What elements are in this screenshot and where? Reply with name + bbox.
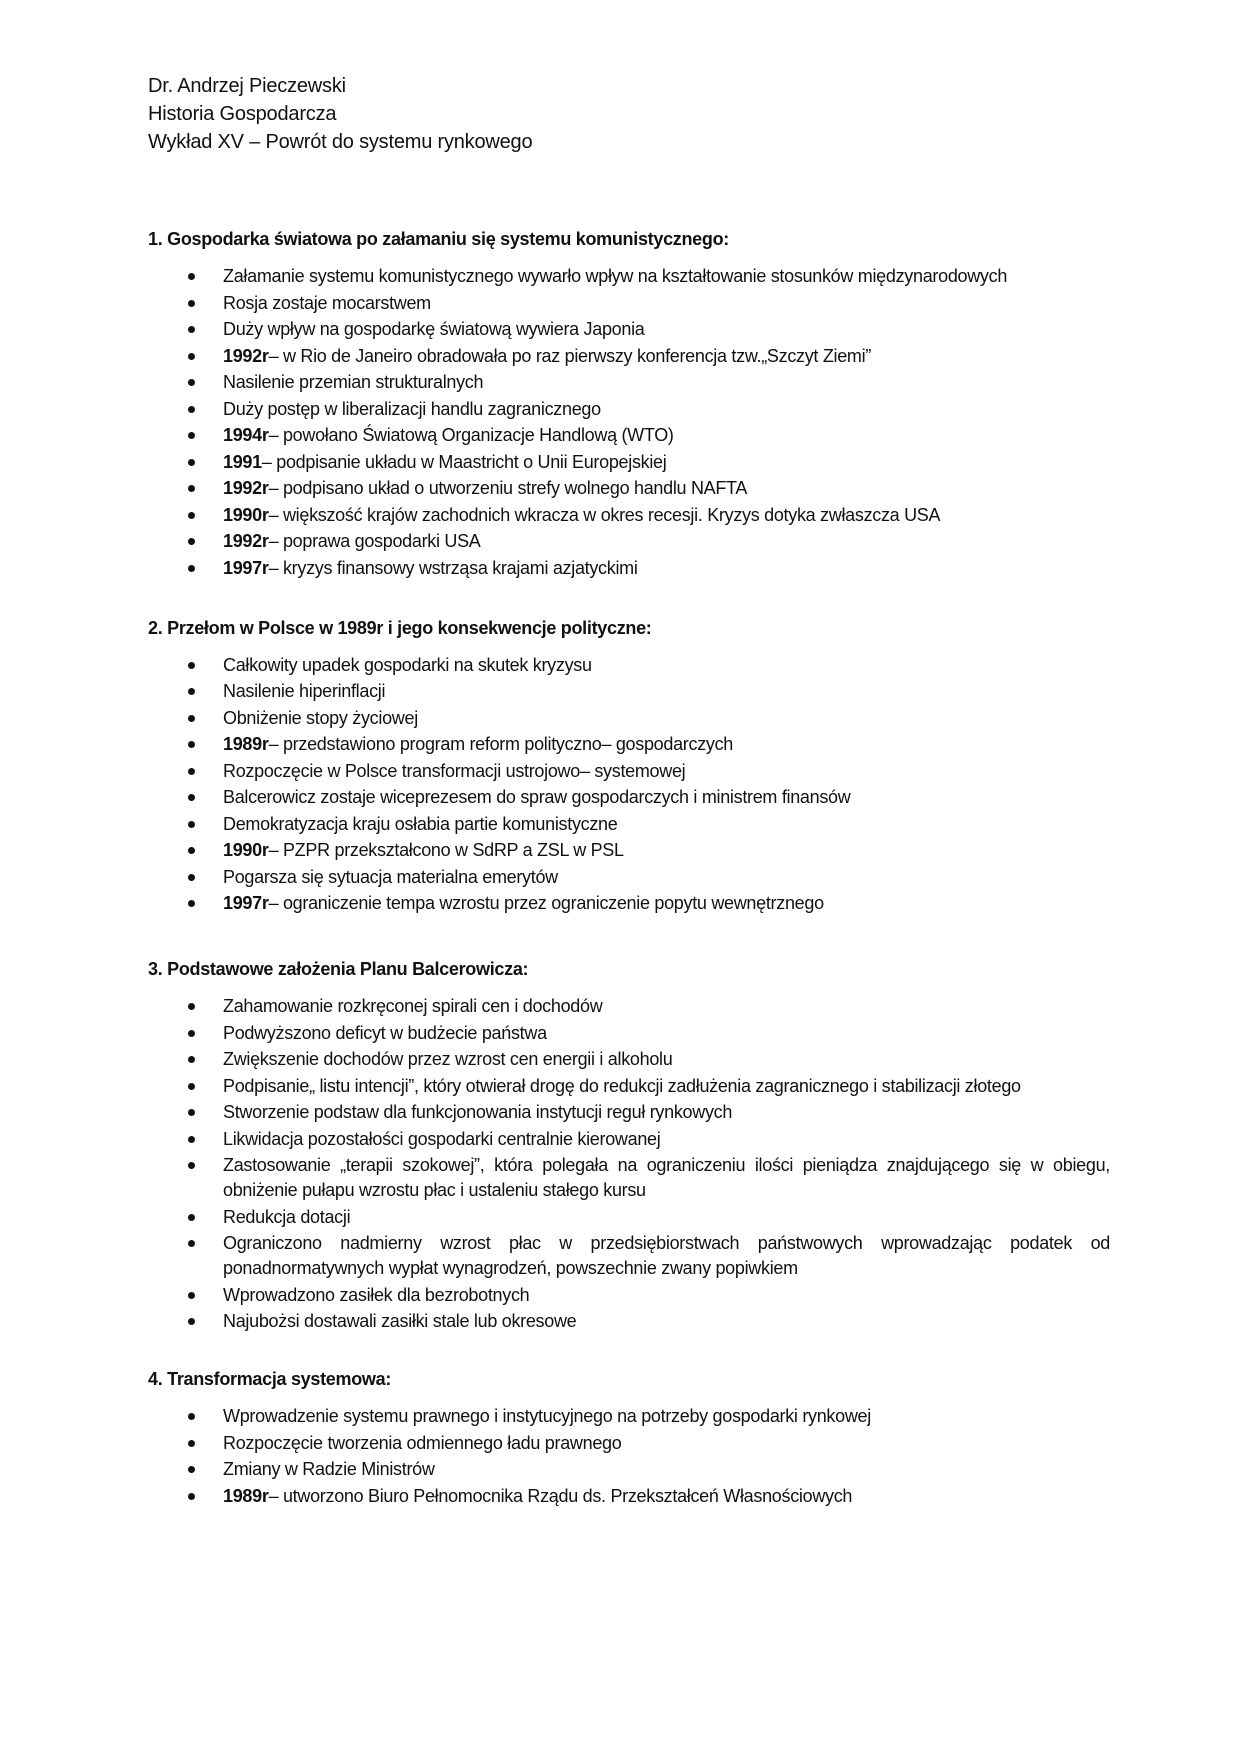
list-item xyxy=(148,865,1110,890)
bullet-icon xyxy=(188,1292,195,1299)
list-item xyxy=(148,891,1110,916)
item-text: Nasilenie przemian strukturalnych xyxy=(223,372,484,392)
bullet-icon xyxy=(188,565,195,572)
bullet-icon xyxy=(188,1136,195,1143)
bullet-icon xyxy=(188,1162,195,1169)
section-4 xyxy=(148,1366,1110,1509)
bullet-icon xyxy=(188,459,195,466)
list-item xyxy=(148,838,1110,863)
bullet-icon xyxy=(188,874,195,881)
item-year: 1989r xyxy=(223,734,269,754)
item-text: Demokratyzacja kraju osłabia partie komunistyczne xyxy=(223,813,618,834)
bullet-icon xyxy=(188,768,195,775)
bullet-icon xyxy=(188,326,195,333)
section-title: 3. Podstawowe założenia Planu Balcerowicza: xyxy=(148,959,529,979)
bullet-icon xyxy=(188,1413,195,1420)
list-item xyxy=(148,317,1110,342)
item-text: Wprowadzono zasiłek dla bezrobotnych xyxy=(223,1284,530,1305)
bullet-icon xyxy=(188,300,195,307)
item-text: – powołano Światową Organizacje Handlową (WTO) xyxy=(268,425,674,445)
bullet-icon xyxy=(188,1030,195,1037)
bullet-icon xyxy=(188,794,195,801)
lecture-title: Wykład XV – Powrót do systemu rynkowego xyxy=(148,131,533,153)
list-item xyxy=(148,1021,1110,1046)
list-item xyxy=(148,1153,1110,1203)
item-text: Rozpoczęcie tworzenia odmiennego ładu prawnego xyxy=(223,1432,622,1453)
bullet-icon xyxy=(188,900,195,907)
section-2 xyxy=(148,615,1110,917)
section-1 xyxy=(148,226,1110,581)
list-item xyxy=(148,397,1110,422)
item-text: Zahamowanie rozkręconej spirali cen i dochodów xyxy=(223,996,603,1016)
bullet-icon xyxy=(188,715,195,722)
item-text: Duży postęp w liberalizacji handlu zagranicznego xyxy=(223,398,601,419)
item-text: Zmiany w Radzie Ministrów xyxy=(223,1459,435,1479)
list-item xyxy=(148,556,1110,581)
item-text: Całkowity upadek gospodarki na skutek kryzysu xyxy=(223,654,592,675)
list-item xyxy=(148,812,1110,837)
item-text: Pogarsza się sytuacja materialna emerytów xyxy=(223,866,558,887)
list-item xyxy=(148,1309,1110,1334)
bullet-icon xyxy=(188,273,195,280)
item-text: Załamanie systemu komunistycznego wywarło wpływ na kształtowanie stosunków międzynarodowych xyxy=(223,266,1008,286)
bullet-icon xyxy=(188,1109,195,1116)
bullet-icon xyxy=(188,1083,195,1090)
list-item xyxy=(148,264,1110,289)
bullet-list xyxy=(148,264,1110,581)
item-text: – utworzono Biuro Pełnomocnika Rządu ds. Przekształceń Własnościowych xyxy=(268,1485,853,1506)
item-year: 1992r xyxy=(223,531,269,551)
document-body xyxy=(148,226,1110,1509)
bullet-icon xyxy=(188,1318,195,1325)
list-item xyxy=(148,759,1110,784)
author-name: Dr. Andrzej Pieczewski xyxy=(148,75,346,97)
item-text: Stworzenie podstaw dla funkcjonowania instytucji reguł rynkowych xyxy=(223,1102,733,1122)
list-item xyxy=(148,1127,1110,1152)
item-text: – w Rio de Janeiro obradowała po raz pierwszy konferencja tzw.„Szczyt Ziemi” xyxy=(268,345,872,366)
section-3 xyxy=(148,956,1110,1334)
list-item xyxy=(148,370,1110,395)
item-year: 1989r xyxy=(223,1485,269,1506)
item-year: 1991 xyxy=(223,451,262,472)
list-item xyxy=(148,344,1110,369)
item-text: Rozpoczęcie w Polsce transformacji ustrojowo– systemowej xyxy=(223,760,686,781)
bullet-icon xyxy=(188,512,195,519)
item-text: Rosja zostaje mocarstwem xyxy=(223,292,431,313)
item-text: – PZPR przekształcono w SdRP a ZSL w PSL xyxy=(268,840,624,860)
item-year: 1997r xyxy=(223,893,269,913)
item-text: Wprowadzenie systemu prawnego i instytucyjnego na potrzeby gospodarki rynkowej xyxy=(223,1406,871,1426)
item-year: 1990r xyxy=(223,504,269,525)
bullet-icon xyxy=(188,1466,195,1473)
item-text: Zastosowanie „terapii szokowej”, która polegała na ograniczeniu ilości pieniądza znajdującego się w obiegu, obniżenie pułapu wzrostu płac i ustaleniu stałego kursu xyxy=(223,1155,1110,1200)
list-item xyxy=(148,653,1110,678)
list-item xyxy=(148,503,1110,528)
bullet-icon xyxy=(188,741,195,748)
bullet-icon xyxy=(188,1056,195,1063)
item-text: Balcerowicz zostaje wiceprezesem do spraw gospodarczych i ministrem finansów xyxy=(223,787,851,807)
item-text: – kryzys finansowy wstrząsa krajami azjatyckimi xyxy=(268,557,638,578)
list-item xyxy=(148,1283,1110,1308)
list-item xyxy=(148,1074,1110,1099)
section-title: 1. Gospodarka światowa po załamaniu się systemu komunistycznego: xyxy=(148,229,729,249)
bullet-icon xyxy=(188,406,195,413)
list-item xyxy=(148,423,1110,448)
list-item xyxy=(148,1457,1110,1482)
item-text: Ograniczono nadmierny wzrost płac w przedsiębiorstwach państwowych wprowadzając podatek od ponadnormatywnych wypłat wynagrodzeń, powszechnie zwany popiwkiem xyxy=(223,1233,1110,1278)
bullet-icon xyxy=(188,1003,195,1010)
bullet-icon xyxy=(188,847,195,854)
list-item xyxy=(148,291,1110,316)
bullet-list xyxy=(148,1404,1110,1509)
bullet-icon xyxy=(188,1214,195,1221)
document-header xyxy=(148,72,1110,156)
list-item xyxy=(148,706,1110,731)
item-text: Obniżenie stopy życiowej xyxy=(223,707,418,728)
bullet-icon xyxy=(188,379,195,386)
list-item xyxy=(148,732,1110,757)
list-item xyxy=(148,1404,1110,1429)
item-text: – ograniczenie tempa wzrostu przez ograniczenie popytu wewnętrznego xyxy=(268,893,824,913)
bullet-icon xyxy=(188,1240,195,1247)
item-text: Duży wpływ na gospodarkę światową wywiera Japonia xyxy=(223,319,645,339)
list-item xyxy=(148,1205,1110,1230)
section-title: 2. Przełom w Polsce w 1989r i jego konsekwencje polityczne: xyxy=(148,617,652,638)
item-text: – większość krajów zachodnich wkracza w okres recesji. Kryzys dotyka zwłaszcza USA xyxy=(268,504,941,525)
item-text: Podwyższono deficyt w budżecie państwa xyxy=(223,1022,547,1043)
item-year: 1992r xyxy=(223,345,269,366)
item-year: 1990r xyxy=(223,840,269,860)
list-item xyxy=(148,679,1110,704)
item-year: 1997r xyxy=(223,557,269,578)
item-text: Likwidacja pozostałości gospodarki centralnie kierowanej xyxy=(223,1128,661,1149)
bullet-list xyxy=(148,653,1110,917)
bullet-icon xyxy=(188,538,195,545)
item-text: Nasilenie hiperinflacji xyxy=(223,681,386,701)
list-item xyxy=(148,1047,1110,1072)
list-item xyxy=(148,450,1110,475)
bullet-list xyxy=(148,994,1110,1334)
item-text: – podpisano układ o utworzeniu strefy wolnego handlu NAFTA xyxy=(268,478,748,498)
list-item xyxy=(148,1100,1110,1125)
section-title: 4. Transformacja systemowa: xyxy=(148,1369,392,1389)
item-text: – poprawa gospodarki USA xyxy=(268,531,481,551)
item-year: 1992r xyxy=(223,478,269,498)
course-name: Historia Gospodarcza xyxy=(148,103,337,125)
bullet-icon xyxy=(188,353,195,360)
bullet-icon xyxy=(188,1493,195,1500)
item-year: 1994r xyxy=(223,425,269,445)
list-item xyxy=(148,1431,1110,1456)
bullet-icon xyxy=(188,688,195,695)
item-text: Redukcja dotacji xyxy=(223,1206,351,1227)
list-item xyxy=(148,994,1110,1019)
list-item xyxy=(148,476,1110,501)
item-text: – przedstawiono program reform polityczno– gospodarczych xyxy=(268,734,733,754)
list-item xyxy=(148,1484,1110,1509)
bullet-icon xyxy=(188,432,195,439)
list-item xyxy=(148,1231,1110,1281)
bullet-icon xyxy=(188,485,195,492)
bullet-icon xyxy=(188,662,195,669)
bullet-icon xyxy=(188,821,195,828)
list-item xyxy=(148,529,1110,554)
bullet-icon xyxy=(188,1440,195,1447)
item-text: Podpisanie„ listu intencji”, który otwierał drogę do redukcji zadłużenia zagranicznego i stabilizacji złotego xyxy=(223,1075,1021,1096)
item-text: Najubożsi dostawali zasiłki stale lub okresowe xyxy=(223,1311,577,1331)
item-text: Zwiększenie dochodów przez wzrost cen energii i alkoholu xyxy=(223,1049,673,1069)
item-text: – podpisanie układu w Maastricht o Unii Europejskiej xyxy=(261,451,667,472)
list-item xyxy=(148,785,1110,810)
